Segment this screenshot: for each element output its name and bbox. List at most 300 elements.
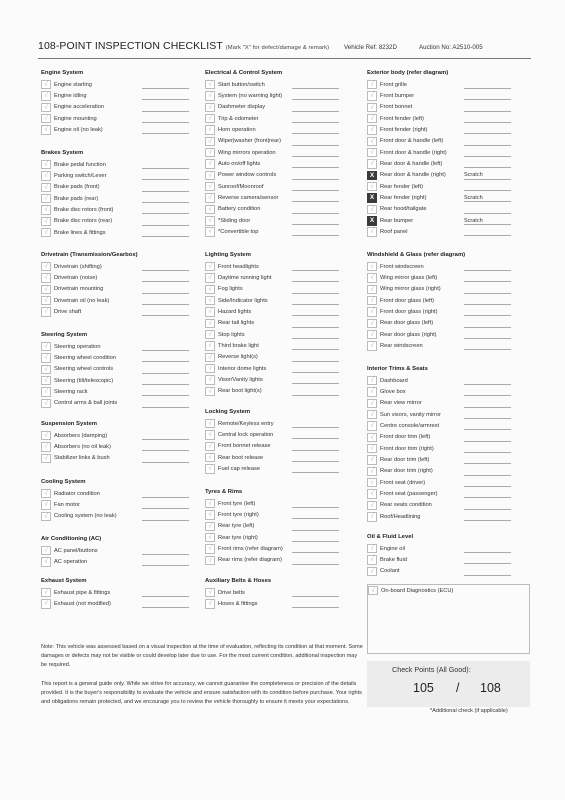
checklist-row	[41, 124, 201, 135]
section-title: Exhaust System	[41, 578, 87, 584]
item-label: Parking switch/Lever	[54, 172, 107, 179]
remark-line	[142, 462, 189, 463]
check-box[interactable]: √	[205, 375, 215, 384]
checklist-row	[205, 340, 365, 351]
check-box[interactable]: √	[205, 544, 215, 553]
check-box[interactable]: √	[367, 410, 377, 419]
item-label: Stabilizer links & bush	[54, 455, 110, 462]
checklist-row	[367, 443, 532, 454]
item-label: Daytime running light	[218, 274, 272, 281]
checklist-row	[205, 170, 365, 181]
item-label: Absorbers (damping)	[54, 432, 108, 439]
remark-line	[464, 156, 511, 157]
check-box[interactable]: √	[205, 273, 215, 282]
item-label: Rear door & handle (left)	[380, 160, 443, 167]
check-box[interactable]: √	[367, 467, 377, 476]
check-box[interactable]: √	[41, 588, 51, 597]
check-box[interactable]: √	[205, 205, 215, 214]
checklist-row	[367, 204, 532, 215]
remark-line	[142, 350, 189, 351]
check-box[interactable]: √	[41, 546, 51, 555]
check-box[interactable]: √	[367, 159, 377, 168]
check-box[interactable]: √	[367, 91, 377, 100]
remark-line	[464, 179, 511, 180]
section	[41, 252, 201, 318]
item-label: Rear fender (right)	[380, 194, 427, 201]
remark-line	[292, 270, 339, 271]
checklist-row	[205, 215, 365, 226]
item-label: Rear tyre (left)	[218, 523, 255, 530]
checkpoints-summary	[367, 661, 530, 707]
check-box[interactable]: √	[205, 556, 215, 565]
item-label: Fuel cap release	[218, 465, 261, 472]
checklist-row	[41, 430, 201, 441]
section	[205, 409, 365, 475]
item-label: Drivetrain (shifting)	[54, 263, 102, 270]
remark-line	[464, 235, 511, 236]
check-box[interactable]: √	[367, 205, 377, 214]
checklist-row	[205, 509, 365, 520]
item-label: *Sliding door	[218, 217, 251, 224]
defect-mark-box[interactable]: X	[367, 216, 377, 225]
check-box[interactable]: √	[41, 353, 51, 362]
check-box[interactable]: √	[205, 182, 215, 191]
checklist-row	[41, 79, 201, 90]
check-box[interactable]: √	[205, 533, 215, 542]
remark-line	[292, 427, 339, 428]
disclaimer-note: This report is a general guide only. While we strive for accuracy, we cannot guarantee the completeness or precision of the details provided. It is the buyer's responsibility to evaluate the vehicle and ensure satisfaction with its condition before purchase. Your rights and obligations remain protected, and we encourage you to review the vehicle thoroughly to ensure it meets your expectations.	[41, 681, 362, 706]
item-label: Drive shaft	[54, 308, 82, 315]
remark-line	[464, 213, 511, 214]
check-box[interactable]: √	[205, 510, 215, 519]
checklist-row	[41, 295, 201, 306]
check-box[interactable]: √	[41, 194, 51, 203]
check-box[interactable]: √	[41, 217, 51, 226]
section	[205, 252, 365, 397]
remark-line	[142, 281, 189, 282]
check-box[interactable]: √	[367, 182, 377, 191]
checklist-row	[367, 543, 532, 554]
check-box[interactable]: √	[367, 512, 377, 521]
checklist-row	[41, 352, 201, 363]
check-box[interactable]: √	[41, 262, 51, 271]
remark-line	[142, 179, 189, 180]
item-label: Cooling system (no leak)	[54, 513, 117, 520]
check-box[interactable]: √	[41, 228, 51, 237]
check-box[interactable]: √	[367, 114, 377, 123]
check-box[interactable]: √	[205, 522, 215, 531]
section-title: Engine System	[41, 70, 84, 76]
check-box[interactable]: √	[367, 137, 377, 146]
check-box[interactable]: √	[41, 512, 51, 521]
remark-line	[292, 213, 339, 214]
check-box[interactable]: √	[41, 183, 51, 192]
section-title: Tyres & Rims	[205, 489, 243, 495]
item-label: Wing mirrors operation	[218, 149, 276, 156]
item-label: Rear fender (left)	[380, 183, 423, 190]
remark-line	[464, 552, 511, 553]
checklist-row	[205, 113, 365, 124]
checklist-row	[205, 543, 365, 554]
checklist-row	[205, 374, 365, 385]
item-label: Wiper|washer (front|rear)	[218, 138, 282, 145]
section-title: Brakes System	[41, 150, 84, 156]
check-box[interactable]: √	[367, 555, 377, 564]
item-label: Front bonnet	[380, 104, 413, 111]
item-label: Drivetrain (noise)	[54, 274, 98, 281]
check-box[interactable]: √	[41, 91, 51, 100]
check-box[interactable]: √	[41, 442, 51, 451]
checklist-row	[367, 409, 532, 420]
item-label: Interior dome lights	[218, 365, 267, 372]
check-box[interactable]: √	[205, 599, 215, 608]
item-label: Visor/Vanity lights	[218, 376, 263, 383]
item-label: *Convertible top	[218, 228, 259, 235]
check-box[interactable]: √	[205, 103, 215, 112]
check-box[interactable]: √	[205, 430, 215, 439]
remark-line	[464, 133, 511, 134]
remark-line	[142, 439, 189, 440]
checklist-row	[205, 498, 365, 509]
remark-line	[142, 236, 189, 237]
remark-line	[464, 407, 511, 408]
checklist-row	[41, 587, 201, 598]
remark-line	[142, 497, 189, 498]
section-title: Electrical & Control System	[205, 70, 283, 76]
check-box[interactable]: √	[41, 399, 51, 408]
check-box[interactable]: √	[367, 296, 377, 305]
check-box[interactable]: √	[367, 433, 377, 442]
check-box[interactable]: √	[205, 216, 215, 225]
check-box[interactable]: √	[41, 376, 51, 385]
check-box[interactable]: √	[41, 160, 51, 169]
check-box[interactable]: √	[367, 227, 377, 236]
item-label: Reverse camera/sensor	[218, 194, 279, 201]
checklist-row	[367, 284, 532, 295]
item-label: Fog lights	[218, 286, 243, 293]
check-box[interactable]: √	[367, 330, 377, 339]
check-box[interactable]: √	[41, 431, 51, 440]
remark-line	[464, 281, 511, 282]
remark-text: Scratch	[464, 217, 483, 224]
check-box[interactable]: √	[205, 419, 215, 428]
remark-line	[464, 201, 511, 202]
remark-line	[292, 88, 339, 89]
item-label: Glove box	[380, 388, 406, 395]
item-label: Rear seats condition	[380, 502, 432, 509]
remark-line	[142, 293, 189, 294]
check-box[interactable]: √	[205, 464, 215, 473]
check-box[interactable]: √	[367, 399, 377, 408]
checklist-row	[367, 432, 532, 443]
remark-line	[142, 191, 189, 192]
item-label: Brake pads (front)	[54, 184, 100, 191]
header	[38, 40, 531, 59]
item-label: Rear bumper	[380, 217, 414, 224]
remark-line	[142, 213, 189, 214]
check-box[interactable]: √	[41, 500, 51, 509]
check-box[interactable]: √	[41, 103, 51, 112]
remark-line	[142, 99, 189, 100]
total-count: 108	[480, 681, 501, 695]
check-box[interactable]: √	[41, 454, 51, 463]
section	[205, 70, 365, 238]
additional-check-note: *Additional check (if applicable)	[430, 708, 508, 714]
remark-line	[292, 518, 339, 519]
section-title: Interior Trims & Seats	[367, 366, 428, 372]
item-label: Front fender (right)	[380, 126, 428, 133]
item-label: Engine oil (no leak)	[54, 126, 103, 133]
checklist-row	[205, 352, 365, 363]
checklist-row	[367, 386, 532, 397]
remark-line	[464, 327, 511, 328]
item-label: Front grille	[380, 81, 407, 88]
checklist-row	[367, 113, 532, 124]
item-label: Roof/Headlining	[380, 513, 421, 520]
check-box[interactable]: √	[205, 148, 215, 157]
item-label: Front fender (left)	[380, 115, 424, 122]
remark-line	[464, 270, 511, 271]
check-box[interactable]: √	[205, 227, 215, 236]
check-box[interactable]: √	[41, 342, 51, 351]
check-box[interactable]: √	[367, 421, 377, 430]
remark-line	[464, 463, 511, 464]
remark-line	[464, 452, 511, 453]
check-box[interactable]: √	[205, 193, 215, 202]
checklist-row	[41, 227, 201, 238]
remark-line	[464, 338, 511, 339]
remark-line	[142, 607, 189, 608]
check-box[interactable]: √	[368, 586, 378, 595]
checklist-row	[205, 463, 365, 474]
checklist-row	[367, 500, 532, 511]
check-box[interactable]: √	[41, 387, 51, 396]
check-box[interactable]: √	[367, 103, 377, 112]
check-box[interactable]: √	[367, 285, 377, 294]
check-box[interactable]: √	[367, 501, 377, 510]
check-box[interactable]: √	[205, 80, 215, 89]
checklist-row	[41, 159, 201, 170]
check-box[interactable]: √	[367, 341, 377, 350]
check-box[interactable]: √	[367, 489, 377, 498]
check-box[interactable]: √	[367, 455, 377, 464]
check-box[interactable]: √	[205, 319, 215, 328]
remark-line	[464, 167, 511, 168]
checklist-row	[367, 295, 532, 306]
check-box[interactable]: √	[205, 330, 215, 339]
check-box[interactable]: √	[41, 307, 51, 316]
check-box[interactable]: √	[41, 273, 51, 282]
check-box[interactable]: √	[367, 262, 377, 271]
check-box[interactable]: √	[41, 285, 51, 294]
check-box[interactable]: √	[367, 544, 377, 553]
check-box[interactable]: √	[205, 296, 215, 305]
item-label: Engine acceleration	[54, 104, 104, 111]
checklist-row	[205, 136, 365, 147]
checklist-row	[205, 90, 365, 101]
checklist-row	[368, 585, 529, 596]
check-box[interactable]: √	[367, 80, 377, 89]
remark-line	[464, 575, 511, 576]
check-box[interactable]: √	[367, 125, 377, 134]
item-label: Centre console/armrest	[380, 422, 440, 429]
check-box[interactable]: √	[41, 171, 51, 180]
item-label: Brake pads (rear)	[54, 195, 99, 202]
check-box[interactable]: √	[205, 114, 215, 123]
item-label: Control arms & ball joints	[54, 400, 118, 407]
assessment-note: Note: This vehicle was assessed based on a visual inspection at the time of evaluation, reflecting its condition at that moment. Some damages or defects may not be visible or could develop later due to use. For the most current condition, additional inspection may be required.	[41, 644, 363, 669]
check-box[interactable]: √	[205, 91, 215, 100]
section	[41, 421, 201, 464]
remark-line	[142, 315, 189, 316]
check-box[interactable]: √	[41, 557, 51, 566]
check-box[interactable]: √	[367, 376, 377, 385]
section-title: Windshield & Glass (refer diagram)	[367, 252, 466, 258]
checklist-row	[367, 466, 532, 477]
check-box[interactable]: √	[41, 125, 51, 134]
remark-line	[464, 293, 511, 294]
checklist-row	[41, 204, 201, 215]
check-box[interactable]: √	[41, 489, 51, 498]
section-title: Steering System	[41, 332, 88, 338]
section-title: Air Conditioning (AC)	[41, 536, 102, 542]
item-label: Brake pedal function	[54, 161, 106, 168]
check-box[interactable]: √	[367, 567, 377, 576]
checklist-row	[41, 511, 201, 522]
check-box[interactable]: √	[367, 273, 377, 282]
check-box[interactable]: √	[367, 307, 377, 316]
remark-line	[464, 111, 511, 112]
check-box[interactable]: √	[205, 353, 215, 362]
item-label: Drive belts	[218, 589, 245, 596]
remark-line	[464, 99, 511, 100]
item-label: Rear tail lights	[218, 320, 255, 327]
remark-line	[142, 395, 189, 396]
check-box[interactable]: √	[205, 588, 215, 597]
check-box[interactable]: √	[205, 137, 215, 146]
check-box[interactable]: √	[41, 296, 51, 305]
check-box[interactable]: √	[205, 387, 215, 396]
section-title: Lighting System	[205, 252, 251, 258]
check-box[interactable]: √	[205, 307, 215, 316]
defect-mark-box[interactable]: X	[367, 171, 377, 180]
check-box[interactable]: √	[367, 148, 377, 157]
item-label: Front windscreen	[380, 263, 424, 270]
check-box[interactable]: √	[41, 205, 51, 214]
section	[367, 534, 532, 577]
item-label: Hoses & fittings	[218, 600, 258, 607]
checklist-row	[205, 79, 365, 90]
remark-line	[142, 508, 189, 509]
remark-text: Scratch	[464, 194, 483, 201]
item-label: Sun visors, vanity mirror	[380, 411, 441, 418]
remark-line	[292, 304, 339, 305]
item-label: Drivetrain oil (no leak)	[54, 297, 110, 304]
check-box[interactable]: √	[205, 364, 215, 373]
remark-line	[464, 190, 511, 191]
item-label: Front rims (refer diagram)	[218, 545, 283, 552]
checklist-row	[205, 261, 365, 272]
remark-line	[292, 541, 339, 542]
check-box[interactable]: √	[205, 499, 215, 508]
item-label: Reverse light(s)	[218, 354, 258, 361]
check-box[interactable]: √	[205, 171, 215, 180]
remark-line	[292, 507, 339, 508]
section	[205, 578, 365, 610]
item-label: Dashboard	[380, 377, 408, 384]
remark-line	[142, 407, 189, 408]
remark-line	[292, 145, 339, 146]
check-box[interactable]: √	[205, 442, 215, 451]
item-label: Auto on/off lights	[218, 160, 261, 167]
checklist-row	[367, 192, 532, 203]
check-box[interactable]: √	[367, 478, 377, 487]
remark-line	[292, 349, 339, 350]
remark-line	[464, 384, 511, 385]
remark-line	[464, 509, 511, 510]
checklist-row	[205, 204, 365, 215]
ecu-section	[367, 584, 530, 654]
check-box[interactable]: √	[205, 262, 215, 271]
checklist-row	[367, 554, 532, 565]
check-box[interactable]: √	[205, 125, 215, 134]
checklist-row	[205, 272, 365, 283]
checklist-row	[367, 566, 532, 577]
checklist-row	[367, 158, 532, 169]
check-box[interactable]: √	[205, 453, 215, 462]
section-title: Suspension System	[41, 421, 97, 427]
item-label: AC operation	[54, 558, 88, 565]
remark-line	[464, 349, 511, 350]
remark-line	[292, 564, 339, 565]
checklist-row	[367, 477, 532, 488]
checklist-row	[41, 556, 201, 567]
item-label: Rear rims (refer diagram)	[218, 557, 282, 564]
checklist-row	[41, 499, 201, 510]
check-box[interactable]: √	[41, 365, 51, 374]
check-box[interactable]: √	[367, 444, 377, 453]
item-label: Coolant	[380, 568, 400, 575]
check-box[interactable]: √	[367, 319, 377, 328]
checklist-row	[41, 441, 201, 452]
defect-mark-box[interactable]: X	[367, 193, 377, 202]
item-label: Rear hood/tailgate	[380, 206, 427, 213]
remark-line	[142, 304, 189, 305]
check-box[interactable]: √	[367, 387, 377, 396]
check-box[interactable]: √	[41, 114, 51, 123]
checklist-row	[367, 261, 532, 272]
item-label: Rear windscreen	[380, 342, 423, 349]
check-box[interactable]: √	[205, 159, 215, 168]
checklist-row	[41, 272, 201, 283]
checklist-row	[367, 375, 532, 386]
checklist-row	[205, 295, 365, 306]
remark-line	[292, 461, 339, 462]
item-label: Brake lines & fittings	[54, 229, 106, 236]
remark-line	[292, 224, 339, 225]
check-box[interactable]: √	[41, 80, 51, 89]
remark-line	[292, 167, 339, 168]
item-label: Rear door glass (left)	[380, 320, 434, 327]
remark-line	[464, 520, 511, 521]
check-box[interactable]: √	[205, 285, 215, 294]
section-title: Cooling System	[41, 479, 86, 485]
remark-line	[142, 596, 189, 597]
check-box[interactable]: √	[205, 341, 215, 350]
item-label: Front door trim (right)	[380, 445, 434, 452]
remark-line	[292, 338, 339, 339]
check-box[interactable]: √	[41, 599, 51, 608]
